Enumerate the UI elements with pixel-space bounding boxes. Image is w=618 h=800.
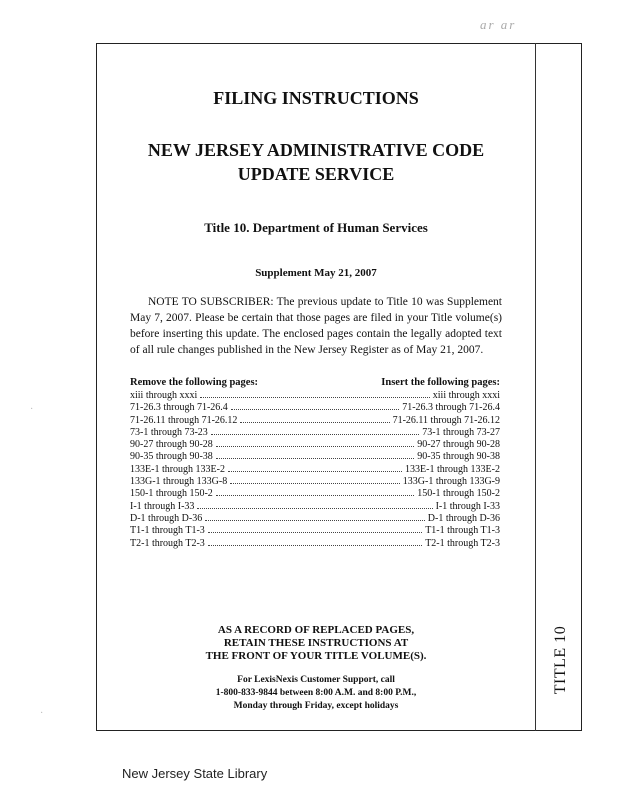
- title-heading: Title 10. Department of Human Services: [204, 220, 428, 235]
- remove-range: D-1 through D-36: [130, 512, 203, 524]
- dot-leader: [197, 500, 432, 509]
- remove-range: 71-26.3 through 71-26.4: [130, 402, 228, 414]
- remove-range: 71-26.11 through 71-26.12: [130, 414, 238, 426]
- remove-range: T1-1 through T1-3: [130, 525, 205, 537]
- remove-range: 90-35 through 90-38: [130, 451, 213, 463]
- insert-range: xiii through xxxi: [432, 390, 500, 401]
- title-tab: [551, 620, 571, 700]
- table-row: [130, 463, 500, 475]
- code-heading-line1: NEW JERSEY ADMINISTRATIVE CODE: [147, 140, 485, 160]
- insert-range: 133E-1 through 133E-2: [405, 463, 500, 475]
- support-phone: 1-800-833-9844 between 8:00 A.M. and 8:00 P.M.,: [215, 688, 417, 698]
- insert-range: 133G-1 through 133G-9: [402, 476, 500, 488]
- insert-header: Insert the following pages:: [381, 377, 500, 388]
- dot-leader: [211, 426, 419, 435]
- table-row: [130, 401, 500, 413]
- insert-range: 71-26.3 through 71-26.4: [402, 402, 500, 414]
- table-row: [130, 438, 500, 450]
- remove-range: xiii through xxxi: [130, 390, 198, 401]
- table-row: [130, 512, 500, 524]
- code-heading-line2: UPDATE SERVICE: [237, 164, 395, 184]
- support-info: [96, 674, 536, 713]
- insert-range: 73-1 through 73-27: [422, 426, 500, 438]
- scan-speck: ·: [40, 708, 44, 719]
- record-notice-line2: RETAIN THESE INSTRUCTIONS AT: [223, 637, 409, 649]
- dot-leader: [208, 524, 422, 533]
- support-hours: Monday through Friday, except holidays: [233, 701, 399, 711]
- insert-range: 150-1 through 150-2: [417, 488, 500, 500]
- remove-range: I-1 through I-33: [130, 500, 195, 512]
- support-line1: For LexisNexis Customer Support, call: [237, 675, 395, 685]
- pages-table-header: [130, 376, 500, 389]
- library-stamp: New Jersey State Library: [122, 766, 268, 781]
- remove-range: 133E-1 through 133E-2: [130, 463, 225, 475]
- insert-range: D-1 through D-36: [427, 512, 500, 524]
- table-row: [130, 389, 500, 401]
- dot-leader: [230, 475, 400, 484]
- table-row: [130, 450, 500, 462]
- dot-leader: [208, 537, 422, 546]
- record-notice-line1: AS A RECORD OF REPLACED PAGES,: [217, 624, 415, 636]
- record-notice: [96, 624, 536, 663]
- pages-table: [130, 376, 500, 549]
- remove-header: Remove the following pages:: [130, 377, 259, 388]
- dot-leader: [216, 438, 414, 447]
- table-row: [130, 524, 500, 536]
- subscriber-note: NOTE TO SUBSCRIBER: The previous update to Title 10 was Supplement May 7, 2007. Please be certain that those pages are filed in your Title volume(s) before inserting this update. The enclosed pages contain the legally adopted text of all rule changes published in the New Jersey Register as of May 21, 2007.: [130, 296, 502, 356]
- document-heading: FILING INSTRUCTIONS: [213, 88, 419, 108]
- remove-range: 73-1 through 73-23: [130, 426, 208, 438]
- insert-range: T1-1 through T1-3: [425, 525, 500, 537]
- table-row: [130, 487, 500, 499]
- dot-leader: [216, 450, 414, 459]
- table-row: [130, 537, 500, 549]
- supplement-date: Supplement May 21, 2007: [255, 267, 377, 279]
- title-tab-label: TITLE 10: [552, 625, 570, 695]
- record-notice-line3: THE FRONT OF YOUR TITLE VOLUME(S).: [205, 650, 427, 662]
- dot-leader: [228, 463, 402, 472]
- table-row: [130, 426, 500, 438]
- table-row: [130, 500, 500, 512]
- dot-leader: [216, 487, 414, 496]
- remove-range: 133G-1 through 133G-8: [130, 476, 228, 488]
- insert-range: T2-1 through T2-3: [425, 537, 500, 549]
- remove-range: T2-1 through T2-3: [130, 537, 205, 549]
- table-row: [130, 414, 500, 426]
- code-heading: [96, 138, 536, 186]
- insert-range: 90-27 through 90-28: [417, 439, 500, 451]
- handwritten-mark: ar ar: [480, 17, 517, 32]
- insert-range: 90-35 through 90-38: [417, 451, 500, 463]
- dot-leader: [205, 512, 425, 521]
- remove-range: 150-1 through 150-2: [130, 488, 213, 500]
- scan-speck: ·: [30, 404, 34, 415]
- dot-leader: [200, 389, 430, 398]
- pages-table-rows: [130, 389, 500, 549]
- dot-leader: [231, 401, 399, 410]
- remove-range: 90-27 through 90-28: [130, 439, 213, 451]
- dot-leader: [240, 414, 389, 423]
- insert-range: 71-26.11 through 71-26.12: [392, 414, 500, 426]
- insert-range: I-1 through I-33: [435, 500, 500, 512]
- table-row: [130, 475, 500, 487]
